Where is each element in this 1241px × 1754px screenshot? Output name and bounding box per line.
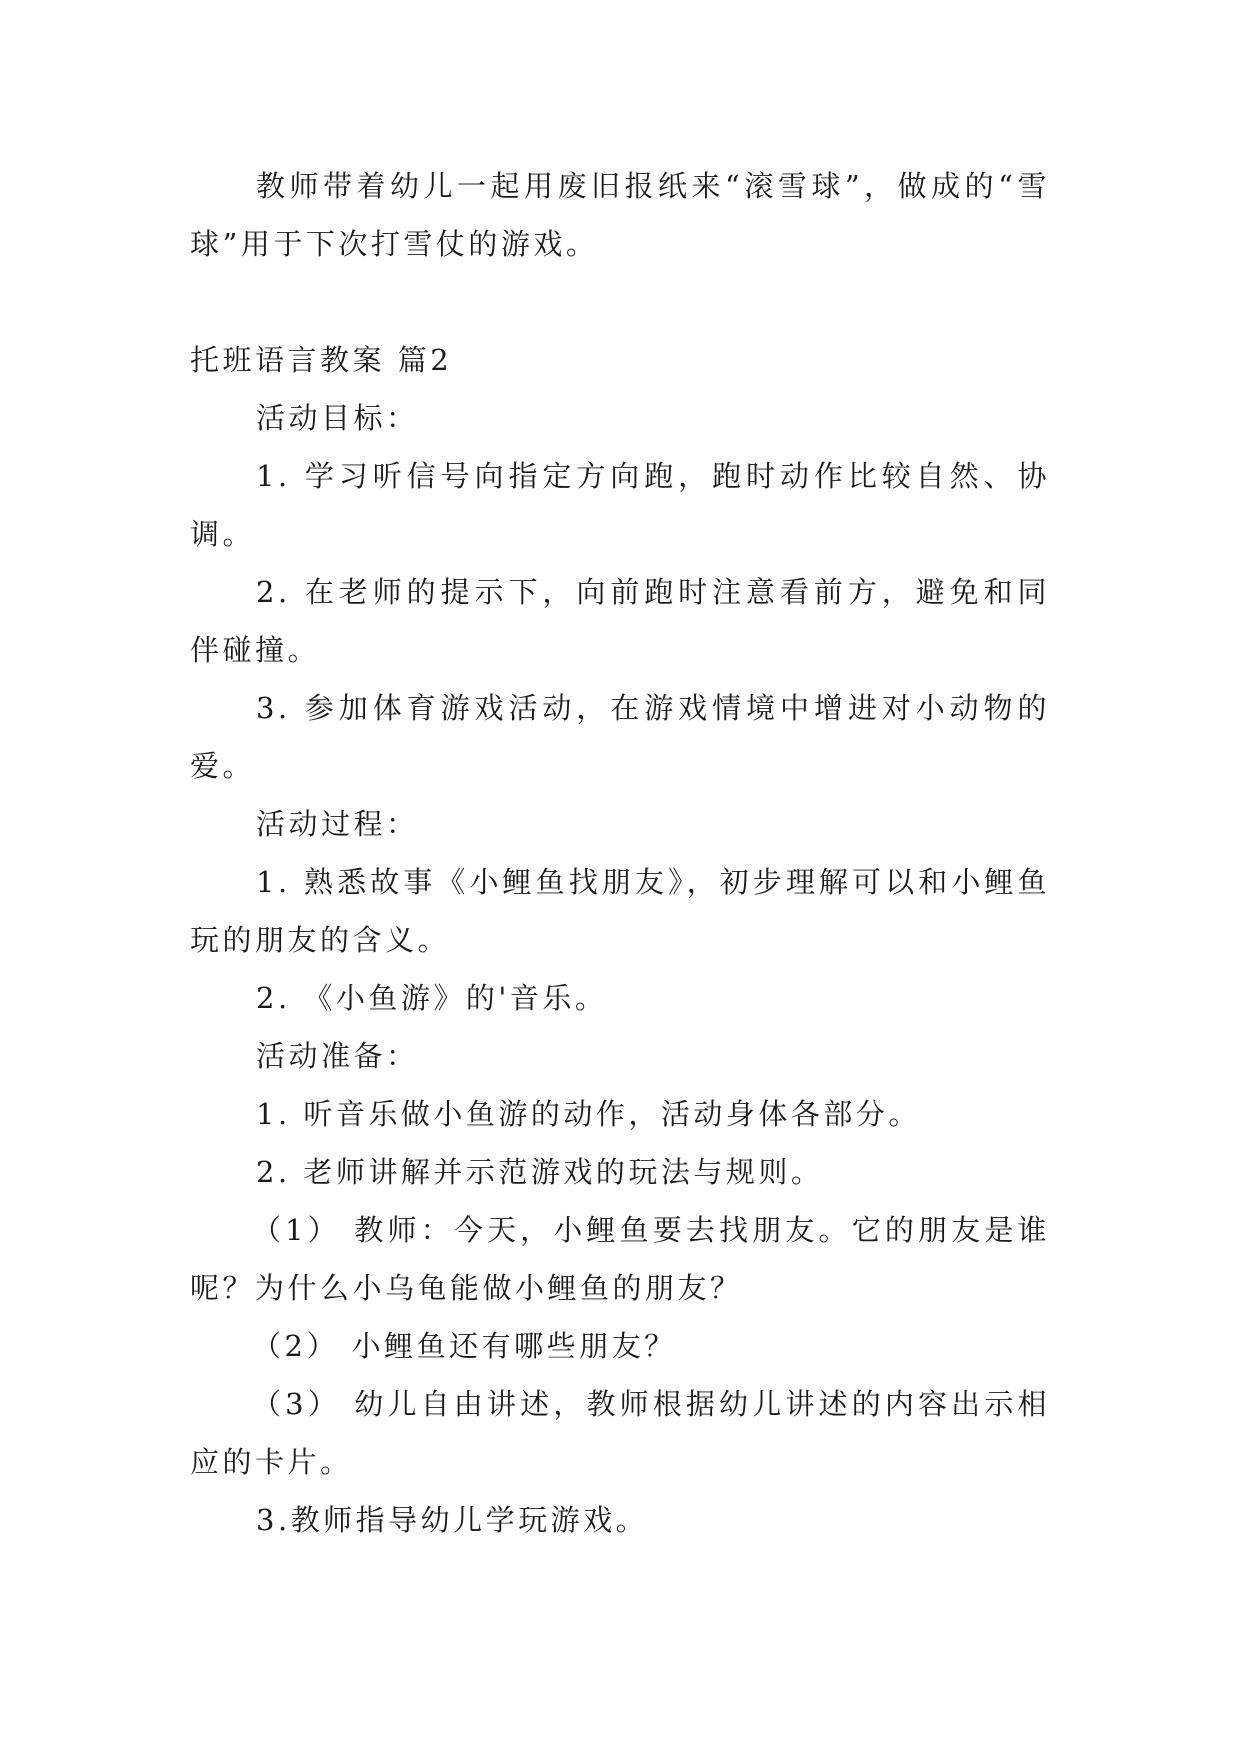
document-body [190,157,1050,1549]
process-heading: 活动过程： [256,807,419,841]
goals-heading: 活动目标： [256,401,419,435]
section-gap [190,273,1050,331]
goal-item: 1. 学习听信号向指定方向跑，跑时动作比较自然、协调。 [190,459,1050,551]
sub-step-item: （3） 幼儿自由讲述，教师根据幼儿讲述的内容出示相应的卡片。 [190,1387,1050,1479]
sub-step-item: （1） 教师：今天，小鲤鱼要去找朋友。它的朋友是谁呢？为什么小乌龟能做小鲤鱼的朋友？ [190,1213,1050,1305]
process-item: 1. 熟悉故事《小鲤鱼找朋友》，初步理解可以和小鲤鱼玩的朋友的含义。 [190,865,1050,957]
goal-item: 3. 参加体育游戏活动，在游戏情境中增进对小动物的爱。 [190,691,1050,783]
prep-item: 2. 老师讲解并示范游戏的玩法与规则。 [256,1155,824,1189]
sub-step-item: （2） 小鲤鱼还有哪些朋友？ [252,1329,677,1363]
intro-paragraph: 教师带着幼儿一起用废旧报纸来“滚雪球”，做成的“雪球”用于下次打雪仗的游戏。 [190,169,1050,261]
prep-heading: 活动准备： [256,1039,419,1073]
prep-item: 1. 听音乐做小鱼游的动作，活动身体各部分。 [256,1097,921,1131]
section-title: 托班语言教案 篇2 [190,343,453,377]
final-step: 3.教师指导幼儿学玩游戏。 [256,1503,649,1537]
process-item: 2. 《小鱼游》的'音乐。 [256,981,608,1015]
goal-item: 2. 在老师的提示下，向前跑时注意看前方，避免和同伴碰撞。 [190,575,1050,667]
